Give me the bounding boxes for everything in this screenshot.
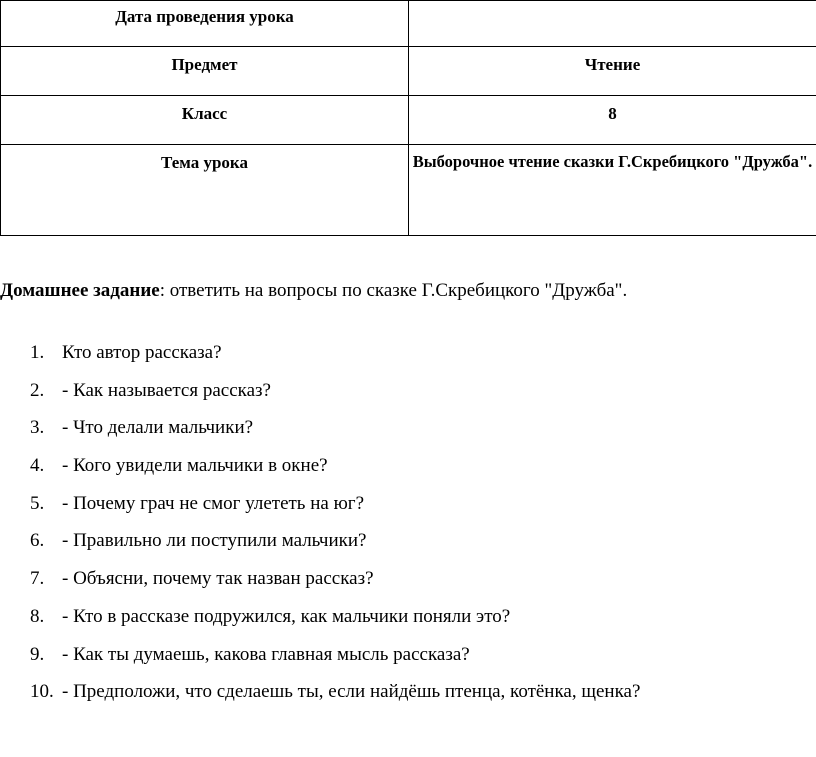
- topic-label-cell: Тема урока: [1, 145, 409, 236]
- question-number: 9.: [30, 643, 45, 665]
- question-text: Кто автор рассказа?: [62, 342, 222, 363]
- question-text: - Как ты думаешь, какова главная мысль рассказа?: [62, 643, 470, 665]
- class-label-cell: Класс: [1, 96, 409, 145]
- question-number: 8.: [30, 605, 45, 627]
- question-text: - Кто в рассказе подружился, как мальчики поняли это?: [62, 605, 511, 627]
- question-text: - Предположи, что сделаешь ты, если найдёшь птенца, котёнка, щенка?: [62, 681, 641, 703]
- class-value-cell: 8: [409, 96, 816, 145]
- question-number: 1.: [30, 342, 45, 363]
- question-number: 10.: [30, 681, 54, 703]
- question-number: 4.: [30, 455, 45, 477]
- table-row-subject: [1, 47, 816, 96]
- question-text: - Объясни, почему так назван рассказ?: [62, 568, 374, 590]
- question-number: 7.: [30, 568, 45, 590]
- date-label-cell: Дата проведения урока: [1, 1, 409, 47]
- question-number: 3.: [30, 417, 45, 439]
- subject-label-cell: Предмет: [1, 47, 409, 96]
- question-number: 6.: [30, 530, 45, 552]
- question-text: - Что делали мальчики?: [62, 417, 254, 439]
- question-number: 2.: [30, 379, 45, 401]
- topic-value-cell: Выборочное чтение сказки Г.Скребицкого "Дружба".: [409, 145, 816, 236]
- table-row-date: [1, 1, 816, 47]
- question-text: - Почему грач не смог улететь на юг?: [62, 492, 364, 514]
- question-text: - Правильно ли поступили мальчики?: [62, 530, 367, 552]
- subject-value-cell: Чтение: [409, 47, 816, 96]
- table-row-topic: [1, 145, 816, 236]
- date-value-cell: [409, 1, 816, 47]
- question-text: - Кого увидели мальчики в окне?: [62, 455, 328, 477]
- question-text: - Как называется рассказ?: [62, 379, 271, 401]
- homework-paragraph: [0, 277, 627, 305]
- homework-label: Домашнее задание: [0, 280, 160, 301]
- question-number: 5.: [30, 492, 45, 514]
- table-row-class: [1, 96, 816, 145]
- lesson-info-table: [0, 0, 816, 236]
- homework-text: : ответить на вопросы по сказке Г.Скребицкого "Дружба".: [159, 280, 628, 301]
